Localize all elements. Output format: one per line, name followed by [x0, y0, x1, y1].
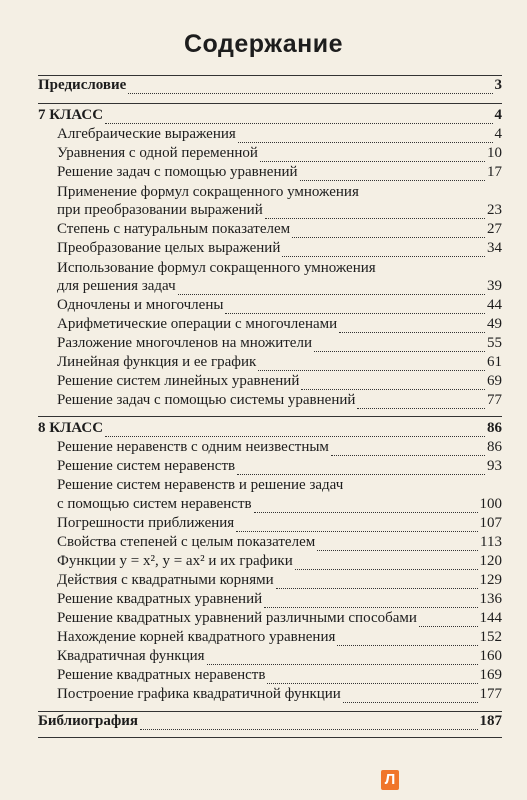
- entry-label: Одночлены и многочлены: [57, 297, 224, 313]
- entry-label: Решение задач с помощью уравнений: [57, 164, 298, 180]
- toc-entry[interactable]: [57, 277, 502, 295]
- entry-page: 27: [487, 221, 502, 237]
- entry-page: 129: [479, 572, 502, 588]
- toc-entry[interactable]: [57, 514, 502, 532]
- toc-entry[interactable]: [57, 239, 502, 257]
- toc-entry[interactable]: [57, 144, 502, 162]
- toc-entry[interactable]: [57, 391, 502, 409]
- entry-label: с помощью систем неравенств: [57, 496, 252, 512]
- entry-label: Решение систем неравенств: [57, 458, 236, 474]
- entry-page: 93: [487, 458, 502, 474]
- toc-entry-preface[interactable]: [38, 76, 502, 94]
- page-title: Содержание: [183, 30, 344, 58]
- entry-label-line1: Применение формул сокращенного умножения: [57, 184, 359, 200]
- divider: [38, 416, 502, 417]
- entry-page: 144: [479, 610, 502, 626]
- leader-dots: [254, 499, 478, 513]
- toc-entry[interactable]: [57, 590, 502, 608]
- entry-label: Построение графика квадратичной функции: [57, 686, 341, 702]
- toc-entry[interactable]: [57, 571, 502, 589]
- entry-page: 86: [487, 420, 502, 436]
- leader-dots: [357, 395, 485, 409]
- entry-page: 160: [479, 648, 502, 664]
- entry-page: 10: [487, 145, 502, 161]
- entry-label: Решение квадратных уравнений: [57, 591, 263, 607]
- entry-page: 136: [479, 591, 502, 607]
- leader-dots: [276, 575, 478, 589]
- entry-label-line1: Решение систем неравенств и решение задач: [57, 477, 344, 493]
- toc-entry[interactable]: [57, 609, 502, 627]
- leader-dots: [105, 423, 485, 437]
- leader-dots: [140, 716, 477, 730]
- toc-entry-grade7[interactable]: [38, 106, 502, 124]
- leader-dots: [331, 442, 485, 456]
- entry-label: Нахождение корней квадратного уравнения: [57, 629, 336, 645]
- divider: [38, 103, 502, 104]
- leader-dots: [237, 461, 485, 475]
- entry-label: Арифметические операции с многочленами: [57, 316, 338, 332]
- toc-entry[interactable]: [57, 201, 502, 219]
- entry-page: 3: [494, 77, 502, 93]
- entry-page: 187: [479, 713, 502, 729]
- toc-entry[interactable]: [57, 495, 502, 513]
- entry-page: 152: [479, 629, 502, 645]
- toc-entry-grade8[interactable]: [38, 419, 502, 437]
- toc-entry[interactable]: [57, 685, 502, 703]
- entry-label: Функции y = x², y = ax² и их графики: [57, 553, 293, 569]
- toc-entry-bibliography[interactable]: [38, 712, 502, 730]
- toc-entry[interactable]: [57, 438, 502, 456]
- entry-label: Библиография: [38, 713, 139, 729]
- leader-dots: [339, 319, 485, 333]
- leader-dots: [300, 167, 485, 181]
- entry-label: 7 КЛАСС: [38, 107, 104, 123]
- toc-entry[interactable]: [57, 334, 502, 352]
- entry-page: 34: [487, 240, 502, 256]
- entry-page: 55: [487, 335, 502, 351]
- toc-entry[interactable]: [57, 628, 502, 646]
- entry-label: Решение систем линейных уравнений: [57, 373, 300, 389]
- leader-dots: [267, 670, 477, 684]
- entry-page: 4: [494, 107, 502, 123]
- entry-label: Преобразование целых выражений: [57, 240, 281, 256]
- entry-page: 44: [487, 297, 502, 313]
- leader-dots: [301, 376, 485, 390]
- toc-entry[interactable]: [57, 666, 502, 684]
- toc-entry[interactable]: [57, 552, 502, 570]
- entry-label: Разложение многочленов на множители: [57, 335, 312, 351]
- entry-label: Алгебраические выражения: [57, 126, 236, 142]
- entry-label: Погрешности приближения: [57, 515, 235, 531]
- entry-page: 77: [487, 392, 502, 408]
- leader-dots: [292, 224, 485, 238]
- entry-page: 113: [480, 534, 502, 550]
- entry-label: Предисловие: [38, 77, 127, 93]
- leader-dots: [258, 357, 485, 371]
- leader-dots: [260, 148, 485, 162]
- entry-label: Решение квадратных неравенств: [57, 667, 266, 683]
- leader-dots: [337, 632, 477, 646]
- leader-dots: [264, 594, 477, 608]
- leader-dots: [178, 281, 485, 295]
- entry-label: Свойства степеней с целым показателем: [57, 534, 316, 550]
- leader-dots: [317, 537, 478, 551]
- entry-page: 23: [487, 202, 502, 218]
- leader-dots: [225, 300, 485, 314]
- entry-page: 86: [487, 439, 502, 455]
- entry-page: 107: [479, 515, 502, 531]
- entry-page: 39: [487, 278, 502, 294]
- entry-label: Линейная функция и ее график: [57, 354, 257, 370]
- toc-entry[interactable]: [57, 457, 502, 475]
- entry-page: 61: [487, 354, 502, 370]
- entry-page: 49: [487, 316, 502, 332]
- entry-page: 169: [479, 667, 502, 683]
- entry-label-line1: Использование формул сокращенного умножения: [57, 260, 376, 276]
- entry-page: 177: [479, 686, 502, 702]
- leader-dots: [282, 243, 485, 257]
- leader-dots: [207, 651, 478, 665]
- toc-entry[interactable]: [57, 533, 502, 551]
- leader-dots: [236, 518, 477, 532]
- leader-dots: [265, 205, 485, 219]
- toc-entry[interactable]: [57, 372, 502, 390]
- leader-dots: [128, 80, 492, 94]
- entry-page: 17: [487, 164, 502, 180]
- entry-label: Действия с квадратными корнями: [57, 572, 274, 588]
- leader-dots: [238, 129, 493, 143]
- toc-entry[interactable]: [57, 647, 502, 665]
- entry-label: Решение задач с помощью системы уравнений: [57, 392, 356, 408]
- toc-entry[interactable]: [57, 163, 502, 181]
- entry-label: Решение квадратных уравнений различными способами: [57, 610, 417, 626]
- leader-dots: [295, 556, 478, 570]
- entry-label: Степень с натуральным показателем: [57, 221, 291, 237]
- leader-dots: [314, 338, 485, 352]
- publisher-logo: Л: [381, 770, 399, 790]
- toc-entry[interactable]: [57, 220, 502, 238]
- entry-label: Решение неравенств с одним неизвестным: [57, 439, 329, 455]
- toc-entry[interactable]: [57, 296, 502, 314]
- toc-entry[interactable]: [57, 125, 502, 143]
- leader-dots: [419, 613, 478, 627]
- entry-label: Уравнения с одной переменной: [57, 145, 258, 161]
- entry-page: 120: [479, 553, 502, 569]
- toc-entry[interactable]: [57, 315, 502, 333]
- entry-page: 100: [479, 496, 502, 512]
- entry-label: Квадратичная функция: [57, 648, 205, 664]
- leader-dots: [105, 110, 492, 124]
- leader-dots: [343, 689, 478, 703]
- divider: [38, 737, 502, 738]
- entry-page: 69: [487, 373, 502, 389]
- toc-entry[interactable]: [57, 353, 502, 371]
- entry-label: при преобразовании выражений: [57, 202, 263, 218]
- entry-page: 4: [494, 126, 502, 142]
- entry-label: 8 КЛАСС: [38, 420, 104, 436]
- entry-label: для решения задач: [57, 278, 176, 294]
